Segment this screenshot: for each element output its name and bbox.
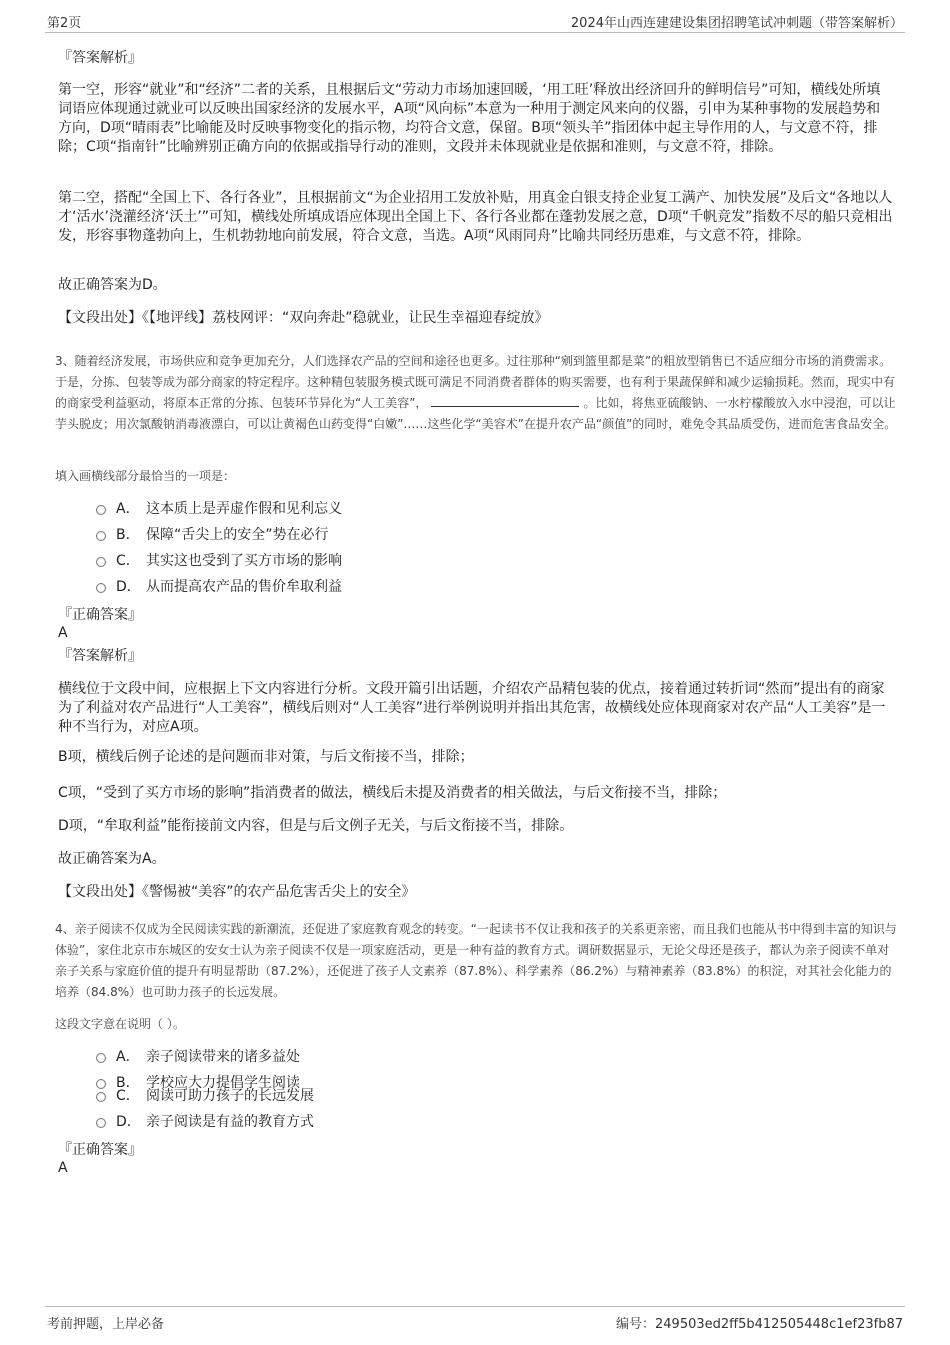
radio-icon[interactable]: [96, 505, 106, 515]
correct-answer: A: [58, 625, 68, 641]
analysis-paragraph: C项，“受到了买方市场的影响”指消费者的做法，横线后未提及消费者的相关做法，与后文衔接不当，排除；: [58, 785, 727, 801]
page-footer: [45, 1306, 905, 1331]
option-d[interactable]: D． 亲子阅读是有益的教育方式: [96, 1112, 314, 1132]
option-a[interactable]: A． 这本质上是弄虚作假和见利忘义: [96, 499, 342, 519]
analysis-paragraph: B项，横线后例子论述的是问题而非对策，与后文衔接不当，排除；: [58, 749, 474, 765]
source-citation: 【文段出处】《【地评线】荔枝网评：“双向奔赴”稳就业，让民生幸福迎春绽放》: [58, 310, 549, 326]
conclusion: 故正确答案为A。: [58, 851, 166, 867]
option-d[interactable]: D． 从而提高农产品的售价牟取利益: [96, 577, 342, 597]
option-c[interactable]: C． 其实这也受到了买方市场的影响: [96, 551, 342, 571]
page-number: 第2页: [47, 16, 82, 31]
question-text: 4、亲子阅读不仅成为全民阅读实践的新潮流，还促进了家庭教育观念的转变。“一起读书不仅让我和孩子的关系更亲密，而且我们也能从书中得到丰富的知识与体验”，家住北京市东城区的安女士认为亲子阅读不仅是一项家庭活动，更是一种有益的教育方式。调研数据显示，无论父母还是孩子，都认为亲子阅读不单对亲子关系与家庭价值的提升有明显帮助（87.2%），还促进了孩子人文素养（87.8%）、科学素养（86.2%）与精神素养（83.8%）的积淀，对其社会化能力的培养（84.8%）也可助力孩子的长远发展。: [55, 922, 897, 999]
page-header: [45, 12, 905, 33]
document-code: 编号：249503ed2ff5b412505448c1ef23fb87: [616, 1317, 903, 1332]
correct-answer-label: 『正确答案』: [58, 1142, 142, 1158]
correct-answer-label: 『正确答案』: [58, 607, 142, 623]
analysis-paragraph: 第二空，搭配“全国上下、各行各业”，且根据前文“为企业招用工发放补贴，用真金白银支持企业复工满产、加快发展”及后文“各地以人才‘活水’浇灌经济‘沃土’”可知，横线处所填成语应体现出全国上下、各行各业都在蓬勃发展之意，D项“千帆竞发”指数不尽的船只竞相出发，形容事物蓬勃向上，生机勃勃地向前发展，符合文意，当选。A项“风雨同舟”比喻共同经历患难，与文意不符，排除。: [58, 190, 893, 244]
analysis-paragraph: D项，“牟取利益”能衔接前文内容，但是与后文例子无关，与后文衔接不当，排除。: [58, 818, 574, 834]
option-a[interactable]: A． 亲子阅读带来的诸多益处: [96, 1047, 300, 1067]
question-prompt: 这段文字意在说明（ ）。: [55, 1017, 185, 1031]
analysis-paragraph: 第一空，形容“就业”和“经济”二者的关系，且根据后文“劳动力市场加速回暖，‘用工旺’释放出经济回升的鲜明信号”可知，横线处所填词语应体现通过就业可以反映出国家经济的发展水平，A项“风向标”本意为一种用于测定风来向的仪器，引申为某种事物的发展趋势和方向，D项“晴雨表”比喻能及时反映事物变化的指示物，均符合文意，保留。B项“领头羊”指团体中起主导作用的人，与文意不符，排除；C项“指南针”比喻辨别正确方向的依据或指导行动的准则，文段并未体现就业是依据和准则，与文意不符，排除。: [58, 82, 881, 155]
analysis-paragraph: 横线位于文段中间，应根据上下文内容进行分析。文段开篇引出话题，介绍农产品精包装的优点，接着通过转折词“然而”提出有的商家为了利益对农产品进行“人工美容”，横线后则对“人工美容”进行举例说明并指出其危害，故横线处应体现商家对农产品“人工美容”是一种不当行为，对应A项。: [58, 681, 886, 735]
radio-icon[interactable]: [96, 583, 106, 593]
option-c[interactable]: C． 阅读可助力孩子的长远发展: [96, 1086, 314, 1106]
radio-icon[interactable]: [96, 531, 106, 541]
radio-icon[interactable]: [96, 1118, 106, 1128]
radio-icon[interactable]: [96, 1053, 106, 1063]
document-title: 2024年山西连建建设集团招聘笔试冲刺题（带答案解析）: [570, 16, 903, 31]
source-citation: 【文段出处】《警惕被“美容”的农产品危害舌尖上的安全》: [58, 884, 416, 900]
option-b[interactable]: B． 保障“舌尖上的安全”势在必行: [96, 525, 329, 545]
fill-blank: [431, 394, 579, 407]
analysis-label: 『答案解析』: [58, 50, 142, 66]
conclusion: 故正确答案为D。: [58, 277, 167, 293]
radio-icon[interactable]: [96, 1092, 106, 1102]
correct-answer: A: [58, 1160, 68, 1176]
question-text: 3、随着经济发展，市场供应和竞争更加充分，人们选择农产品的空间和途径也更多。过往那种“剜到篮里都是菜”的粗放型销售已不适应细分市场的消费需求。于是，分拣、包装等成为部分商家的特定程序。这种精包装服务模式既可满足不同消费者群体的购买需要，也有利于果蔬保鲜和减少运输损耗。然而，现实中有的商家受利益驱动，将原本正常的分拣、包装环节异化为“人工美容”， 。比如，将焦亚硫酸钠、一水柠檬酸放入水中浸泡，可以让芋头脱皮；用次氯酸钠消毒液漂白，可以让黄褐色山药变得“白嫩”……这些化学“美容术”在提升农产品“颜值”的同时，难免令其品质受伤，进而危害食品安全。: [55, 354, 897, 431]
radio-icon[interactable]: [96, 557, 106, 567]
option-b[interactable]: B． 学校应大力提倡学生阅读: [96, 1073, 300, 1093]
question-prompt: 填入画横线部分最恰当的一项是：: [55, 469, 236, 483]
footer-slogan: 考前押题，上岸必备: [47, 1317, 165, 1332]
analysis-label: 『答案解析』: [58, 648, 142, 664]
